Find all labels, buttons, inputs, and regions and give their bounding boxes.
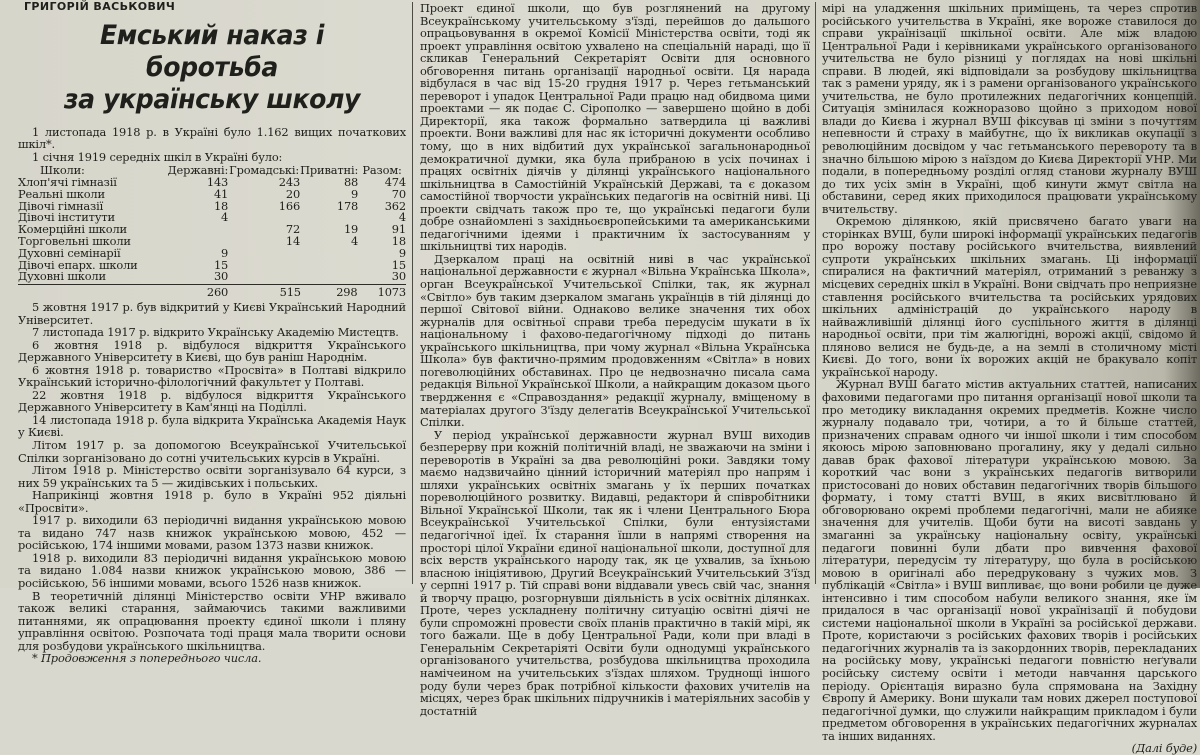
article-title [32,20,393,116]
paragraph: Літом 1917 р. за допомогою Всеукраїнської Учительської Спілки зорганізовано до сотні учительських курсів в Україні. [18,437,406,465]
column-rule-2 [815,2,816,584]
stats-row-label: Дівочі гімназії [18,198,104,213]
stats-cell [300,260,358,272]
stats-cell: 19 [343,222,359,237]
paragraph: Проект єдиної школи, що був розглянений на другому Всеукраїнському учительському з'їзді, перейшов до дальшого опрацьовування в окремої Комісії Міністерства освіти, тоді як проект управління освітою ухвалено на спеціальній нараді, що її скликав Генеральний Секретаріят Освіти для основного обговорення питань організації народньої освіти. Ця нарада відбулася в час від 15-20 грудня 1917 р. Через гетьманський переворот і упадок Центральної Ради працю над обидвома цими проектами — як подає С. Сірополко — завершено щойно в добі Директорії, яка також формально затвердила ці важливі проекти. Вони важливі для нас як історичні документи особливо тому, що в них відбитий дух української загальнонародньої демократичної думки, яка була прибраною в усіх починах і працях освітніх діячів у ділянці українського національного шкільництва в Самостійній Українській Державі, та є доказом самостійної творчости українських педагогів на освітній ниві. Ці проекти свідчать також про те, що українські педагоги були добре ознайомлені з західньоєвропейськими та американськими педагогічними ідеями і практичним їх застосуванням у шкільництві тих народів. [420,1,810,254]
column-1 [18,0,406,665]
stats-row-label: Хлоп'ячі гімназії [18,174,117,189]
stats-cell: 20 [285,186,301,201]
totals-public: 515 [279,285,301,300]
totals-total: 1073 [377,285,406,300]
stats-cell [167,224,228,236]
stats-row [18,271,406,283]
header-total: Разом: [362,163,402,178]
header-private: Приватні: [300,163,359,178]
stats-row-label: Комерційні школи [18,222,127,237]
paragraph: 6 жовтня 1918 р. відбулося відкриття Українського Державного Університету в Києві, що був раніш Народнім. [18,337,406,365]
stats-table [18,165,406,283]
intro-paragraph-2: 1 січня 1919 середніх шкіл в Україні було: [32,149,283,164]
stats-cell: 41 [213,186,229,201]
stats-cell: 474 [384,174,406,189]
to-be-continued: (Далі буде) [1131,741,1197,755]
paragraph: У період української державности журнал ВУШ виходив безперерву при кожній політичній владі, не зважаючи на зміни і переворотів в Україні за два революційні роки. Завдяки тому маємо надзвичайно цінний історичний матеріял про напрям і шляхи українських освітніх змагань у їх перших початках пореволюційного розвитку. Видавці, редактори й співробітники Вільної Української Школи, так як і члени Центрального Бюра Всеукраїнської Учительської Спілки, були ентузіястами педагогічної ідеї. Їх старання їшли в напрямі створення на просторі цілої України єдиної національної школи, доступної для всіх верств українського народу так, як це ухвалив, за їхньою власною ініціятивою, Другий Всеукраїнський Учительський З'їзд у серпні 1917 р. Тій справі вони віддавали увесь свій час, знання й творчу працю, розгорнувши діяльність в усіх освітніх ділянках. Проте, через ускладнену політичну ситуацію освітні діячі не були спроможні провести своїх планів практично в такій мірі, як того бажали. Ще в добу Центральної Ради, коли при владі в Генеральнім Секретаріяті Освіти були однодумці українського організованого учительства, розбудова шкільництва проходила намічеином на учительських з'їздах шляхом. Труднощі іншого роду були через брак потрібної кількости фахових учителів на місцях, через брак шкільних підручників і матеріяльних засобів у достатній [420,427,810,718]
footnote: * Продовження з попереднього числа. [32,651,262,666]
paragraph: 5 жовтня 1917 р. був відкритий у Києві Український Народний Університет. [18,299,406,327]
stats-cell: 4 [221,210,229,225]
totals-private: 298 [336,285,358,300]
stats-cell [300,248,358,260]
stats-totals-row [18,287,406,299]
stats-cell: 30 [391,269,406,284]
title-line-1: Емський наказ і боротьба [99,19,325,83]
paragraph: В теоретичній ділянці Міністерство освіти УНР вживало також великі старання, займаючись такими важливими питаннями, як опрацювання проекту єдиної школи і пляну управління освітою. Розпочата тоді праця мала творити основи для розбудови українського шкільництва. [18,588,406,653]
stats-cell: 14 [285,233,301,248]
stats-cell: 15 [213,257,229,272]
article-author: ГРИГОРІЙ ВАСЬКОВИЧ [24,0,176,13]
stats-cell: 9 [398,245,406,260]
paragraph: Дзеркалом праці на освітній ниві в час української національної державности є журнал «Вільна Українська Школа», орган Всеукраїнської Учительської Спілки, так, як журнал «Світло» був таким дзеркалом змагань українців в тій ділянці до першої Світової війни. Однаково велике значення тих обох журналів для освітньої справи треба передусім шукати в їх національному і фахово-педагогічному підході до питань українського шкільництва, при чому журнал «Вільна Українська Школа» був фактично-прямим продовженням «Світла» в нових поreволюційних обставинах. Про це недвозначно писала сама редакція Вільної Української Школи, а найкращим доказом цього твердження є «Справоздання» редакції журналу, вміщеному в матеріалах другого З'їзду делегатів Всеукраїнської Учительської Спілки. [420,251,810,430]
column-1-text [18,301,406,652]
column-rule-1 [412,2,413,584]
stats-cell: 362 [384,198,406,213]
stats-row-label: Духовні семінарії [18,245,121,260]
intro-paragraph-1: 1 листопада 1918 р. в Україні було 1.162 вищих початкових шкіл*. [18,124,406,152]
column-2 [420,2,810,717]
stats-cell: 91 [391,222,406,237]
stats-cell: 166 [278,198,301,213]
totals-state: 260 [206,285,229,300]
stats-body [18,174,406,284]
stats-cell: 4 [398,210,406,225]
paragraph: Літом 1918 р. Міністерство освіти зорганізувало 64 курси, з них 59 українських та 5 — жидівських і польських. [18,463,406,490]
stats-totals [18,287,406,299]
paragraph: мірі на уладження шкільних приміщень, та через спротив російського учительства в Україні, яке вороже ставилося до справи українізації шкільної освіти. Але між владою Центральної Ради і керівниками українського організованого учительства не було різниці у поглядах на нові шкільні справи. В людей, які відповідали за розбудову шкільництва так з рамени уряду, як і з рамени організованого українського учительства, не було протилежних педагогічних концепцій. Ситуація змінилася кожноразово щойно з приходом нової влади до Києва і журнал ВУШ фіксував ці зміни з почуттям непевности й страху в майбутнє, що їх викликав окупації з революційним досвідом у час гетьманського перевороту та в значно більшою мірою з наїздом до Києва Директорії УНР. Ми подали, в попередньому розділі огляд станови журналу ВУШ до тих усіх змін в Україні, щоб кинути жмут світла на обставини, серед яких приходилося працювати українському вчительству. [822,1,1197,216]
stats-cell: 9 [221,245,229,260]
stats-cell: 4 [351,233,359,248]
stats-cell [228,248,300,260]
stats-cell: 178 [336,198,359,213]
header-schools: Школи: [40,163,85,178]
stats-cell: 9 [351,186,359,201]
stats-cell: 72 [285,222,301,237]
stats-row-label: Реальні школи [18,186,105,201]
stats-cell: 70 [391,186,406,201]
schools-stats-table [18,165,406,299]
stats-row-label: Дівочі епарх. школи [18,257,138,272]
paragraph: 1917 р. виходили 63 періодичні видання українською мовою та видано 747 назв книжок українською мовою, 452 — російською, 174 іншими мовами, разом 1373 назви книжок. [18,513,406,553]
header-state: Державні: [167,163,229,178]
title-line-2: за українську школу [63,83,361,115]
paragraph: 7 листопада 1917 р. відкрито Українську Академію Мистецтв. [32,325,399,340]
stats-row-label: Духовні школи [18,269,106,284]
paragraph: Наприкінці жовтня 1918 р. було в Україні 952 діяльні «Просвіти». [18,488,406,515]
paragraph: 14 листопада 1918 р. була відкрита Українська Академія Наук у Києві. [18,412,406,440]
column-3 [822,2,1197,755]
column-2-text [420,2,810,717]
stats-row-label: Дівочі інститути [18,210,115,225]
stats-cell: 18 [391,233,406,248]
stats-cell: 30 [213,269,229,284]
header-public: Громадські: [229,163,300,178]
stats-cell [167,236,228,248]
stats-row-label: Торговельні школи [18,233,131,248]
paragraph: Журнал ВУШ багато містив актуальних статтей, написаних фаховими педагогами про питання організації нової школи та про методику викладання окремих предметів. Кожне число журналу подавало три, чотири, а то й більше статтей, призначених справам одного чи іншої школи і тим способом якоюсь мірою заповнювано прогалину, яку у дедалі сильно давав брак фахової літератури українською мовою. За короткий час вони з українських педагогів витворили пристосовані до нових обставин педагогічних творів більшого формату, і тому статті ВУШ, в яких висвітлювано й обговорювано окремі проблеми педагогічні, мали не абияке значення для учителів. Щоби бути на висоті завдань у змаганні за українську національну освіту, українські педагоги повинні були дбати про вивчення фахової літератури, передусім ту літературу, що була в російською мовою в оригіналі або передруковану з чужих мов. З публікацій «Світла» і ВУШ випливає, що вони робили це дуже інтенсивно і тим способом набули великого знання, яке їм придалося в час організації нової українізації й побудови системи національної школи в Україні за російської держави. Проте, користаючи з російських фахових творів і російських педагогічних журналів та із закордонних творів, перекладаних на російську мову, українські педагоги повністю неґували російську систему освіти і методи навчання царського періоду. Орієнтація виразно була спрямована на Західну Європу й Америку. Вони шукали там нових джерел поступової педагогічної думки, що служили найкращим прикладом і були предметом обговорення в українських педагогічних журналах та інших виданнях. [822,377,1197,743]
paragraph: 1918 р. виходили 83 періодичні видання українською мовою та видано 1.084 назви книжок українською мовою, 386 — російською, 56 іншими мовами, всього 1526 назв книжок. [18,550,406,590]
stats-cell [300,271,358,283]
paragraph: Окремою ділянкою, якій присвячено багато уваги на сторінках ВУШ, були широкі інформації українських педагогів про ворожу поставу російського вчительства, виявлений супроти українських шкільних змагань. Ці інформації спиралися на фактичний матеріял, отриманий з реванжу з місцевих середніх шкіл в Україні. Вони свідчать про неприязне ставлення російського вчительства та російських урядових шкільних адміністрацій до українського народу в найважливішій ділянці його суспільного життя в ділянці народньої освіти, при тім жалюгідні, ворожі акції, свідомо й пляново велися не будь-де, а на землі в столичному місті Києві. До того, вони їх ворожих акцій не бракувало копіт української народу. [822,214,1197,379]
stats-cell [228,271,300,283]
stats-cell: 15 [391,257,406,272]
stats-cell: 243 [278,174,301,189]
stats-cell [228,260,300,272]
paragraph: 6 жовтня 1918 р. товариство «Просвіта» в Полтаві відкрило Український історично-філологічний факультет у Полтаві. [18,362,406,390]
stats-cell: 18 [213,198,229,213]
column-3-text [822,2,1197,755]
stats-cell: 88 [343,174,359,189]
totals-label [18,287,170,299]
stats-cell: 143 [206,174,229,189]
paragraph: 22 жовтня 1918 р. відбулося відкриття Українського Державного Університету в Кам'янці на Поділлі. [18,387,406,415]
